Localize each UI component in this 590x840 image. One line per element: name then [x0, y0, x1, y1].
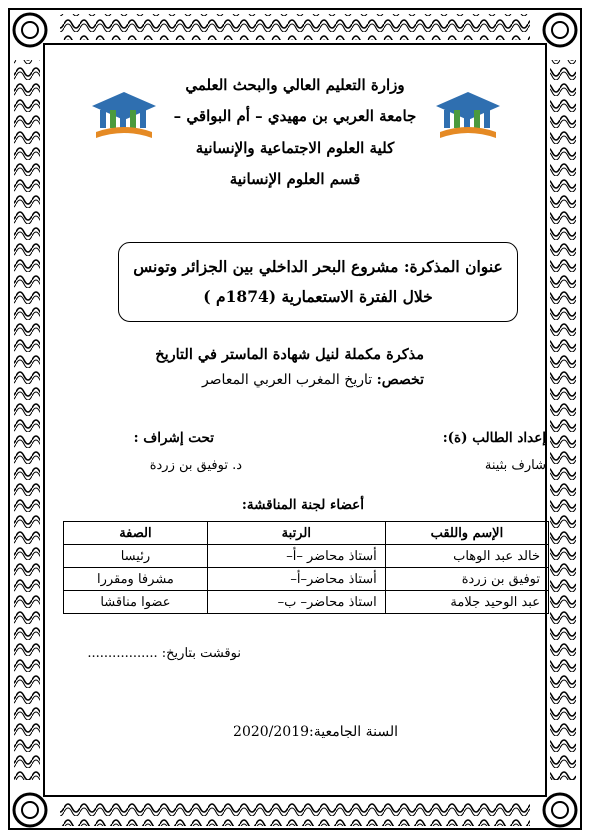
- thesis-title-line1: عنوان المذكرة: مشروع البحر الداخلي بين الجزائر وتونس: [133, 257, 503, 276]
- thesis-purpose: مذكرة مكملة لنيل شهادة الماستر في التاريخ: [155, 346, 424, 363]
- ministry-name: وزارة التعليم العالي والبحث العلمي: [185, 76, 405, 94]
- member-rank: استاذ محاضر– ب–: [207, 591, 385, 614]
- member-name: توفيق بن زردة: [385, 568, 548, 591]
- member-rank: أستاذ محاضر–أ–: [207, 568, 385, 591]
- column-header-rank: الرتبة: [207, 522, 385, 545]
- specialty-label: تخصص:: [376, 372, 424, 388]
- table-header-row: [64, 522, 549, 545]
- member-role: رئيسا: [64, 545, 208, 568]
- supervisor-label: تحت إشراف :: [133, 430, 214, 446]
- student-name: شارف بثينة: [484, 458, 546, 473]
- column-header-name: الإسم واللقب: [385, 522, 548, 545]
- corner-ornament-icon: [14, 14, 46, 46]
- faculty-name: كلية العلوم الاجتماعية والإنسانية: [195, 139, 395, 157]
- corner-ornament-icon: [544, 14, 576, 46]
- column-header-role: الصفة: [64, 522, 208, 545]
- member-role: مشرفا ومقررا: [64, 568, 208, 591]
- table-row: [64, 591, 549, 614]
- member-rank: أستاذ محاضر –أ–: [207, 545, 385, 568]
- discussion-date: نوقشت بتاريخ: .................: [87, 646, 241, 661]
- table-row: [64, 568, 549, 591]
- specialty-value: تاريخ المغرب العربي المعاصر: [201, 372, 377, 388]
- member-name: عبد الوحيد جلامة: [385, 591, 548, 614]
- academic-year: السنة الجامعية:2020/2019: [233, 724, 398, 740]
- committee-heading: أعضاء لجنة المناقشة:: [241, 497, 364, 513]
- thesis-title-line2: خلال الفترة الاستعمارية (1874م ): [203, 287, 433, 306]
- department-name: قسم العلوم الإنسانية: [229, 170, 361, 188]
- table-row: [64, 545, 549, 568]
- corner-ornament-icon: [14, 794, 46, 826]
- prepared-by-label: إعداد الطالب (ة):: [442, 430, 546, 446]
- thesis-title-box: [118, 242, 518, 322]
- member-name: خالد عبد الوهاب: [385, 545, 548, 568]
- supervisor-name: د. توفيق بن زردة: [149, 458, 242, 473]
- university-name: جامعة العربي بن مهيدي – أم البواقي –: [173, 107, 417, 125]
- committee-table: [63, 521, 549, 614]
- corner-ornament-icon: [544, 794, 576, 826]
- member-role: عضوا مناقشا: [64, 591, 208, 614]
- specialty: [202, 372, 424, 388]
